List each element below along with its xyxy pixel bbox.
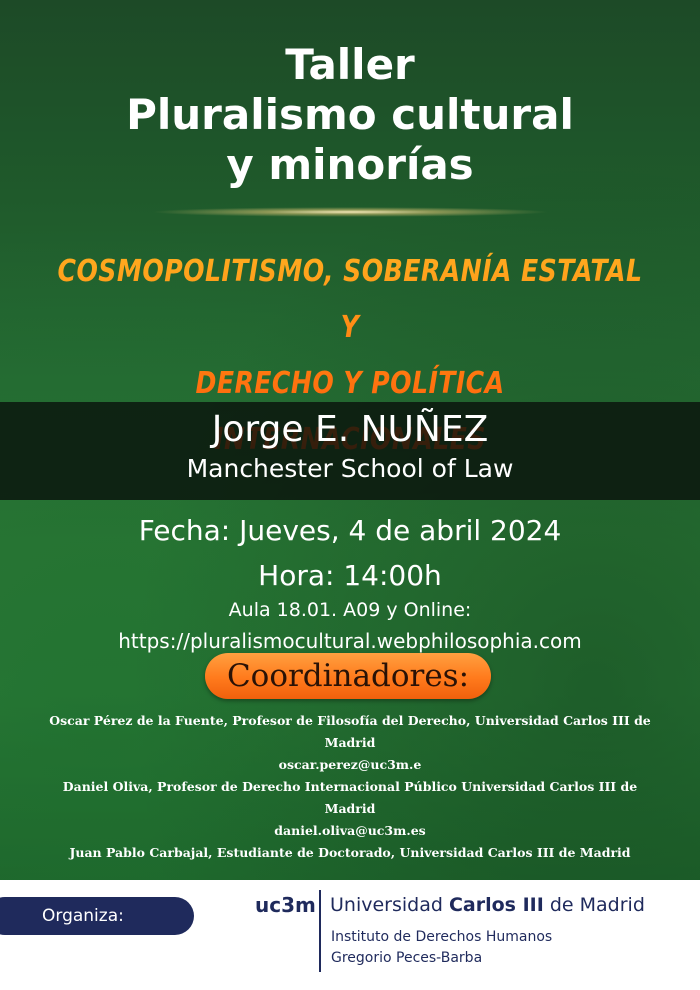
event-time: Hora: 14:00h (258, 559, 442, 592)
event-date: Fecha: Jueves, 4 de abril 2024 (138, 514, 562, 547)
speaker-name: Jorge E. NUÑEZ (211, 409, 489, 450)
coordinators-list (16, 710, 684, 864)
coordinator-line: Daniel Oliva, Profesor de Derecho Internacional Público Universidad Carlos III de (62, 779, 638, 794)
coordinators-heading: Coordinadores: (205, 653, 491, 699)
coordinator-email[interactable]: daniel.oliva@uc3m.es (274, 823, 426, 838)
title-line-2: Pluralismo cultural (126, 90, 574, 139)
event-room: Aula 18.01. A09 y Online: (228, 599, 472, 621)
institute-name-line-1: Instituto de Derechos Humanos (331, 929, 553, 945)
light-streak-decoration (150, 207, 550, 217)
coordinator-line: Madrid (324, 801, 376, 816)
university-name-bold: Carlos III (448, 894, 544, 916)
page-title (0, 40, 700, 190)
logo-divider (319, 890, 321, 972)
organiza-badge (0, 897, 194, 935)
coordinator-line: Juan Pablo Carbajal, Estudiante de Doctorado, Universidad Carlos III de Madrid (69, 845, 631, 860)
coordinator-line: Madrid (324, 735, 376, 750)
organiza-label: Organiza: (42, 906, 124, 926)
coordinator-email[interactable]: oscar.perez@uc3m.e (278, 757, 422, 772)
coordinator-line: Oscar Pérez de la Fuente, Profesor de Filosofía del Derecho, Universidad Carlos III de (49, 713, 651, 728)
title-line-3: y minorías (226, 140, 474, 189)
event-url-link[interactable]: https://pluralismocultural.webphilosophia.com (118, 629, 582, 653)
uc3m-logo: uc3m (255, 893, 316, 917)
subtitle-line-2: DERECHO Y POLÍTICA (195, 366, 505, 401)
title-line-1: Taller (285, 40, 415, 89)
university-name (330, 892, 645, 918)
institute-name-line-2: Gregorio Peces-Barba (331, 950, 483, 966)
university-name-prefix: Universidad (330, 894, 449, 916)
speaker-affiliation: Manchester School of Law (186, 454, 514, 483)
subtitle-line-1: COSMOPOLITISMO, SOBERANÍA ESTATAL Y (57, 254, 643, 345)
university-name-suffix: de Madrid (543, 894, 645, 916)
